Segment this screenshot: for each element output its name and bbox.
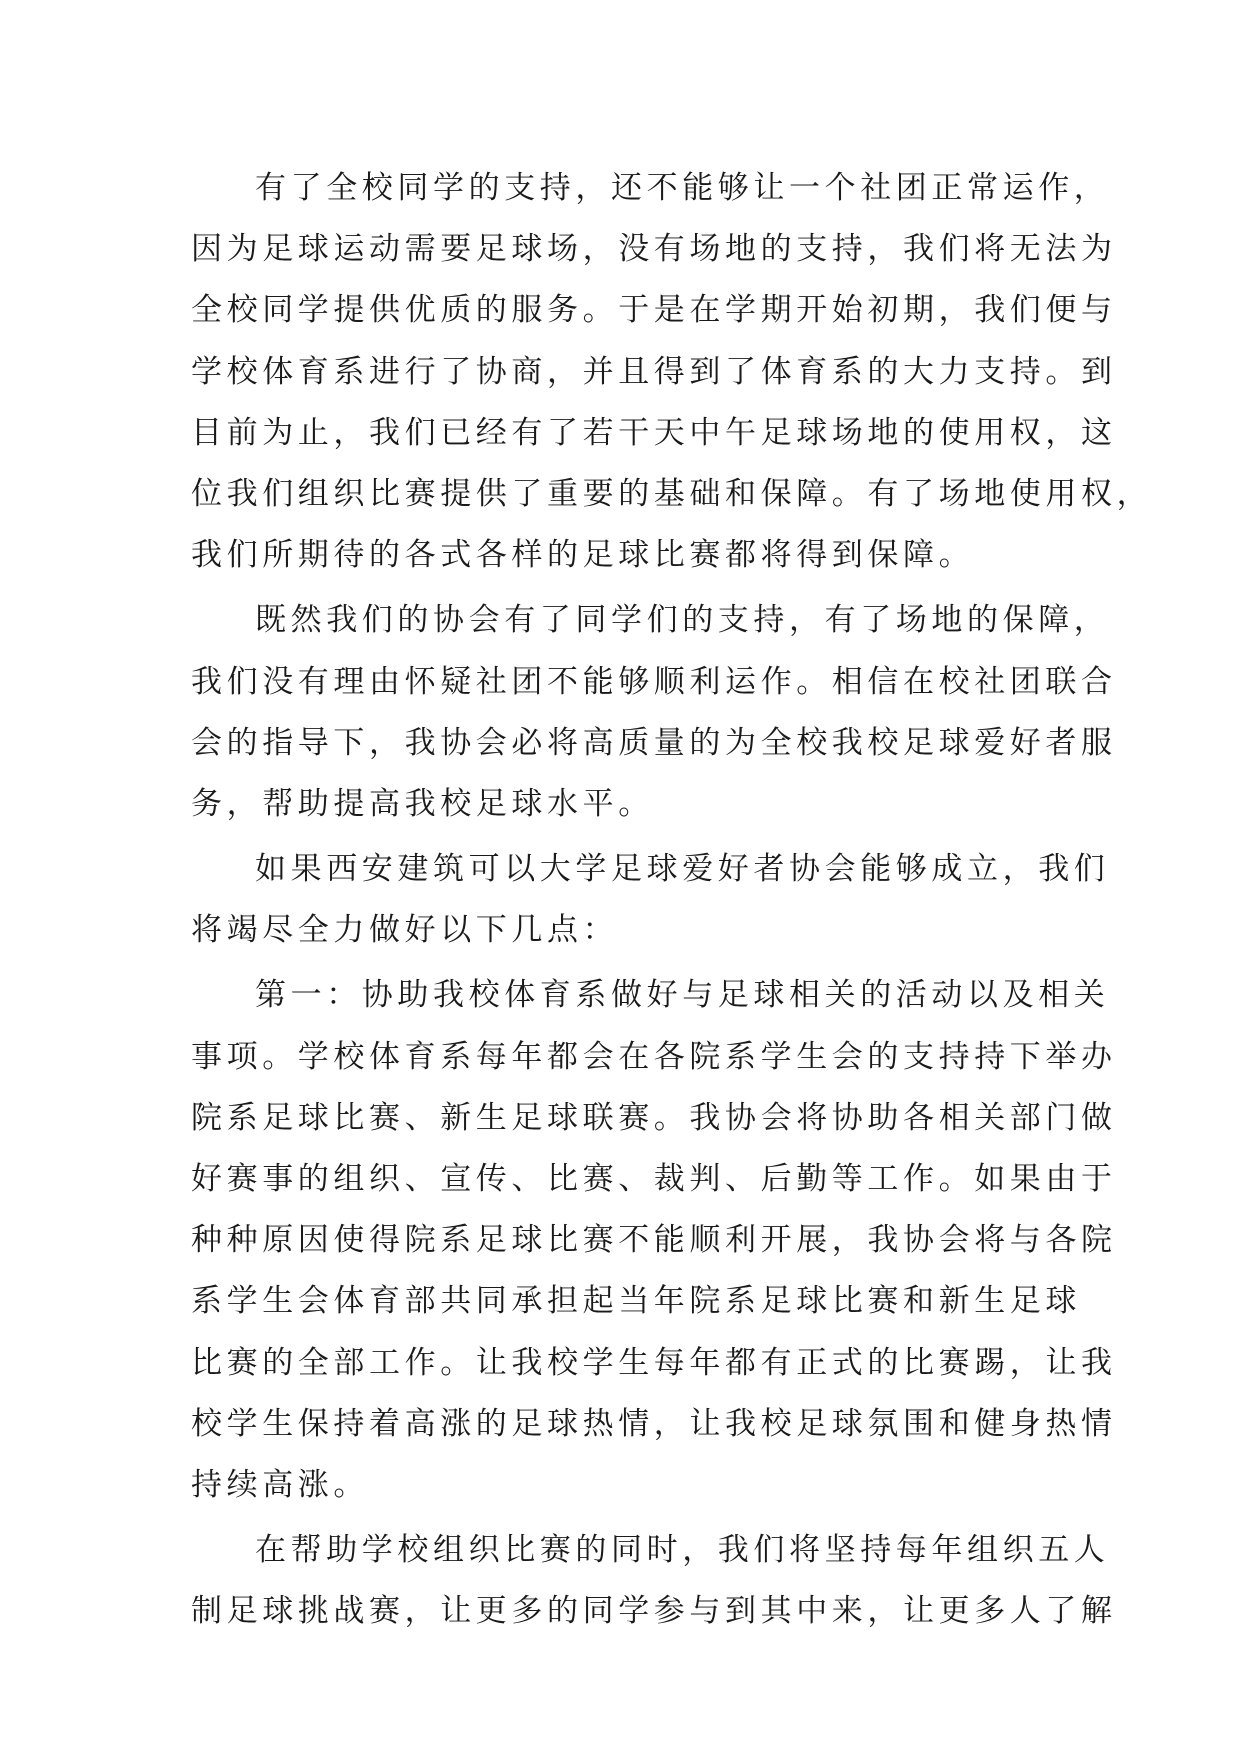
text-line: 因为足球运动需要足球场，没有场地的支持，我们将无法为: [191, 231, 1117, 268]
text-line: 会的指导下，我协会必将高质量的为全校我校足球爱好者服: [191, 724, 1117, 761]
text-line: 持续高涨。: [191, 1466, 369, 1503]
text-line: 目前为止，我们已经有了若干天中午足球场地的使用权，这: [191, 414, 1117, 451]
text-line: 院系足球比赛、新生足球联赛。我协会将协助各相关部门做: [191, 1099, 1117, 1136]
text-line: 种种原因使得院系足球比赛不能顺利开展，我协会将与各院: [191, 1222, 1117, 1259]
paragraph-confidence: [191, 590, 1117, 835]
paragraph-point-one: [191, 965, 1117, 1516]
text-line: 制足球挑战赛，让更多的同学参与到其中来，让更多人了解: [191, 1593, 1117, 1630]
text-line: 好赛事的组织、宣传、比赛、裁判、后勤等工作。如果由于: [191, 1161, 1117, 1197]
text-line: 校学生保持着高涨的足球热情，让我校足球氛围和健身热情: [191, 1405, 1117, 1442]
document-body: [191, 158, 1153, 1643]
text-line: 有了全校同学的支持，还不能够让一个社团正常运作，: [255, 170, 1110, 206]
text-line: 比赛的全部工作。让我校学生每年都有正式的比赛踢，让我: [191, 1344, 1117, 1381]
text-line: 学校体育系进行了协商，并且得到了体育系的大力支持。到: [191, 353, 1117, 390]
text-line: 我们没有理由怀疑社团不能够顺利运作。相信在校社团联合: [191, 663, 1117, 700]
text-line: 在帮助学校组织比赛的同时，我们将坚持每年组织五人: [255, 1532, 1110, 1569]
text-line: 位我们组织比赛提供了重要的基础和保障。有了场地使用权，: [191, 475, 1153, 512]
text-line: 全校同学提供优质的服务。于是在学期开始初期，我们便与: [191, 292, 1117, 329]
paragraph-five-a-side: [191, 1520, 1117, 1642]
text-line: 事项。学校体育系每年都会在各院系学生会的支持持下举办: [191, 1038, 1117, 1075]
paragraph-commitments-intro: [191, 839, 1110, 961]
text-line: 务，帮助提高我校足球水平。: [191, 785, 654, 822]
text-line: 如果西安建筑可以大学足球爱好者协会能够成立，我们: [255, 851, 1110, 888]
text-line: 既然我们的协会有了同学们的支持，有了场地的保障，: [255, 602, 1110, 639]
text-line: 将竭尽全力做好以下几点：: [191, 912, 619, 949]
text-line: 系学生会体育部共同承担起当年院系足球比赛和新生足球: [191, 1283, 1081, 1320]
text-line: 我们所期待的各式各样的足球比赛都将得到保障。: [191, 537, 975, 574]
paragraph-venue-support: [191, 158, 1153, 586]
text-line: 第一：协助我校体育系做好与足球相关的活动以及相关: [255, 977, 1110, 1014]
